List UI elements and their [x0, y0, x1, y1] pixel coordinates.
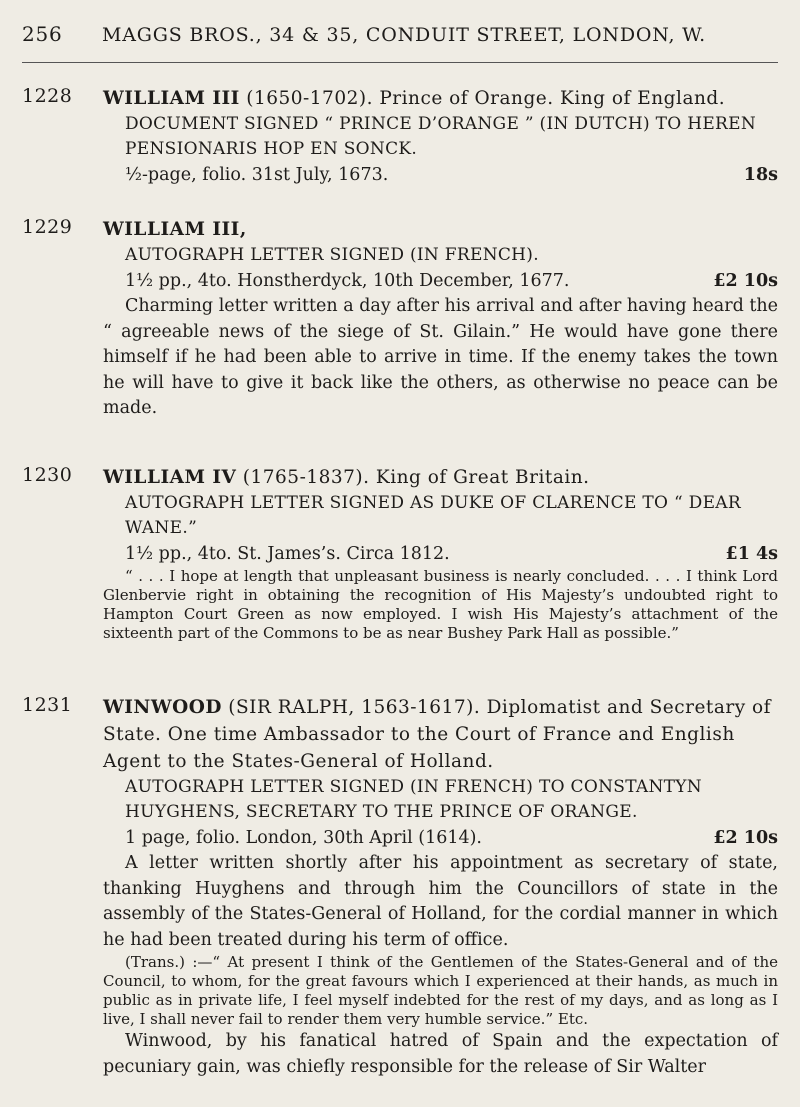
price: £2 10s — [713, 828, 778, 848]
document-type: AUTOGRAPH LETTER SIGNED AS DUKE OF CLARENCE TO “ DEAR WANE.” — [125, 493, 741, 538]
lot-number: 1231 — [22, 694, 73, 716]
entry-title — [103, 85, 778, 112]
document-type: AUTOGRAPH LETTER SIGNED (IN FRENCH). — [125, 245, 539, 265]
entry-dates: (1765-1837). King of Great Britain. — [236, 467, 590, 488]
collation: 1½ pp., 4to. St. James’s. Circa 1812. — [125, 544, 450, 564]
entry-description-continued: Winwood, by his fanatical hatred of Spain and the expectation of pecuniary gain, was chiefly responsible for the release of Sir Walter — [103, 1031, 778, 1077]
price: 18s — [743, 165, 778, 185]
collation: 1 page, folio. London, 30th April (1614). — [125, 828, 482, 848]
entry-name: WILLIAM III, — [103, 219, 247, 240]
price: £1 4s — [725, 544, 778, 564]
document-type: AUTOGRAPH LETTER SIGNED (IN FRENCH) TO CONSTANTYN HUYGHENS, SECRETARY TO THE PRINCE OF ORANGE. — [125, 777, 702, 822]
entry-name: WILLIAM IV — [103, 467, 237, 488]
collation-line — [103, 541, 778, 567]
entry-name: WINWOOD — [103, 697, 222, 718]
collation: ½-page, folio. 31st July, 1673. — [125, 165, 389, 185]
entry-dates: (SIR RALPH, 1563-1617). Diplomatist and Secretary of State. One time Ambassador to the Court of France and English Agent to the States-General of Holland. — [103, 697, 772, 772]
price: £2 10s — [713, 271, 778, 291]
collation-line — [103, 825, 778, 851]
quoted-passage: (Trans.) :—“ At present I think of the Gentlemen of the States-General and of the Council, to whom, for the great favours which I experienced at their hands, as much in public as in private life, I feel myself indebted for the rest of my days, and as long as I live, I shall never fail to render them very humble service.” Etc. — [103, 953, 778, 1028]
entry-description: A letter written shortly after his appointment as secretary of state, thanking Huyghens and through him the Councillors of state in the assembly of the States-General of Holland, for the cordial manner in which he had been treated during his term of office. — [103, 853, 778, 950]
page-number: 256 — [22, 22, 63, 46]
entry-description: Charming letter written a day after his arrival and after having heard the “ agreeable news of the siege of St. Gilain.” He would have gone there himself if he had been able to arrive in time. If the enemy takes the town he will have to give it back like the others, as otherwise no peace can be made. — [103, 296, 778, 418]
collation-line — [103, 268, 778, 294]
lot-number: 1229 — [22, 216, 73, 238]
entry-name: WILLIAM III — [103, 88, 240, 109]
entry-dates: (1650-1702). Prince of Orange. King of England. — [239, 88, 726, 109]
header-rule — [22, 62, 778, 63]
collation: 1½ pp., 4to. Honstherdyck, 10th December, 1677. — [125, 271, 570, 291]
entry-title — [103, 216, 778, 243]
firm-address: MAGGS BROS., 34 & 35, CONDUIT STREET, LONDON, W. — [102, 24, 706, 46]
entry-title — [103, 694, 778, 775]
entry-title — [103, 464, 778, 491]
running-header — [22, 22, 780, 46]
quoted-passage: “ . . . I hope at length that unpleasant business is nearly concluded. . . . I think Lord Glenbervie right in obtaining the recognition of His Majesty’s undoubted right to Hampton Court Green as now employed. I wish His Majesty’s attachment of the sixteenth part of the Commons to be as near Bushey Park Hall as possible.” — [103, 567, 778, 642]
collation-line — [103, 162, 778, 188]
lot-number: 1230 — [22, 464, 73, 486]
lot-number: 1228 — [22, 85, 73, 107]
document-type: DOCUMENT SIGNED “ PRINCE D’ORANGE ” (IN DUTCH) TO HEREN PENSIONARIS HOP EN SONCK. — [125, 114, 757, 159]
